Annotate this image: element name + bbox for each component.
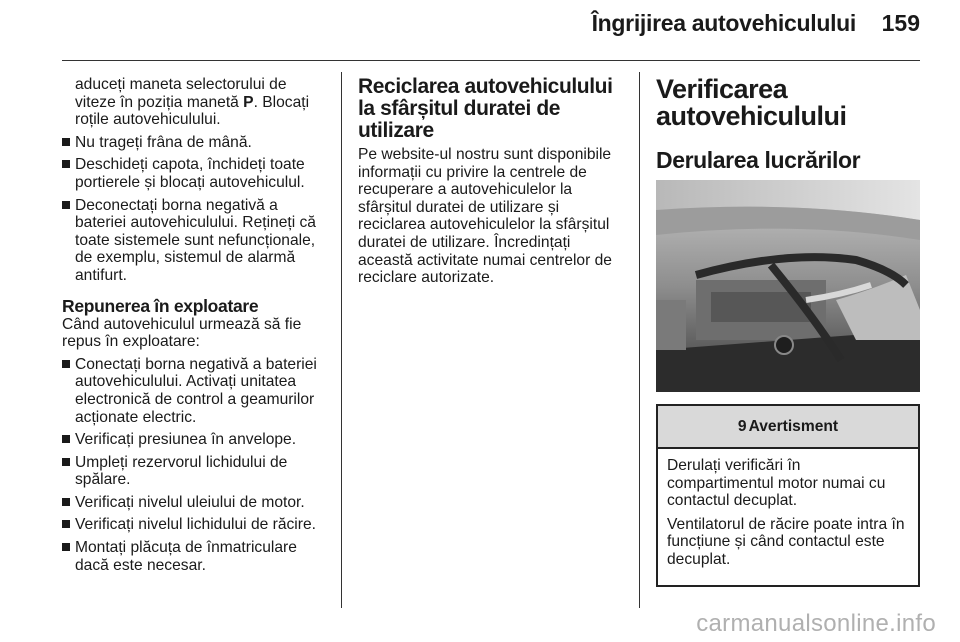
bullet-square-icon: [62, 435, 70, 443]
list-item-text: Deschideți capota, închideți toate portierele și blocați autovehiculul.: [75, 156, 305, 191]
bullet-square-icon: [62, 138, 70, 146]
list-item: [62, 431, 328, 449]
list-item-text: Verificați nivelul uleiului de motor.: [75, 493, 305, 511]
list-item-text: Umpleți rezervorul lichidului de spălare.: [75, 453, 288, 489]
page-number: 159: [881, 10, 920, 36]
column-left: [62, 76, 328, 579]
engine-bay-illustration: [656, 180, 920, 392]
warning-title: Avertisment: [748, 417, 839, 435]
list-item-text: Deconectați borna negativă a bateriei autovehiculului. Rețineți că toate sistemele sunt nefuncționale, de exemplu, sistemul de alarmă antifurt.: [75, 196, 316, 284]
warning-icon-glyph: 9: [737, 417, 747, 435]
bullet-square-icon: [62, 458, 70, 466]
subheading: Repunerea în exploatare: [62, 295, 259, 316]
list-item-text: Montați plăcuța de înmatriculare dacă este necesar.: [75, 539, 297, 574]
list-item: [62, 494, 328, 512]
chapter-heading: Verificarea autovehiculului: [656, 74, 847, 131]
section-heading-recycling: Reciclarea autovehiculului la sfârșitul duratei de utilizare: [358, 75, 613, 142]
header-rule: [62, 60, 920, 61]
list-item: [62, 539, 328, 574]
list-item-text: Conectați borna negativă a bateriei autovehiculului. Activați unitatea electronică de control a geamurilor acționate electric.: [75, 355, 317, 426]
engine-bay-photo: [656, 180, 920, 392]
list-item: [62, 156, 328, 191]
column-right: [656, 76, 920, 587]
column-middle: [358, 76, 624, 292]
column-divider-2: [639, 72, 640, 608]
list-item: [62, 134, 328, 152]
watermark-text: carmanualsonline.info: [696, 610, 936, 637]
bullet-square-icon: [62, 201, 70, 209]
list-item: [62, 516, 328, 534]
bullet-square-icon: [62, 160, 70, 168]
list-item-text: Verificați presiunea în anvelope.: [75, 431, 297, 449]
bullet-square-icon: [62, 520, 70, 528]
warning-paragraph: Derulați verificări în compartimentul motor numai cu contactul decuplat.: [667, 457, 886, 510]
bullet-list: [62, 134, 328, 285]
bullet-square-icon: [62, 498, 70, 506]
warning-body: [658, 449, 918, 585]
continued-text-part: . Blocați roțile autovehiculului.: [75, 93, 310, 129]
list-item: [62, 454, 328, 489]
list-item: [62, 197, 328, 285]
gear-position-p: P: [243, 93, 254, 111]
warning-triangle-icon: [738, 418, 747, 436]
recycling-text: Pe website-ul nostru sunt disponibile informații cu privire la centrele de recuperare a autovehiculelor la sfârșitul duratei de utilizare și reciclarea autovehiculelor la sfârșitul duratei de utilizare. Încredințați această activitate numai centrelor de reciclare autorizate.: [358, 146, 612, 287]
intro-text: Când autovehiculul urmează să fie repus în exploatare:: [62, 315, 302, 351]
bullet-square-icon: [62, 360, 70, 368]
list-item: [62, 356, 328, 426]
bullet-list: [62, 356, 328, 575]
warning-paragraph: Ventilatorul de răcire poate intra în funcțiune și când contactul este decuplat.: [667, 515, 905, 568]
list-item-text: Verificați nivelul lichidului de răcire.: [75, 516, 316, 534]
column-divider-1: [341, 72, 342, 608]
continued-text-part: aduceți maneta selectorului de viteze în poziția manetă: [75, 76, 287, 111]
list-item-text: Nu trageți frâna de mână.: [75, 133, 252, 151]
warning-header: [658, 406, 918, 449]
section-heading-procedure: Derularea lucrărilor: [656, 147, 861, 173]
warning-box: [656, 404, 920, 587]
continued-text: [62, 76, 328, 129]
page-header-title: Îngrijirea autovehiculului: [591, 10, 856, 36]
bullet-square-icon: [62, 543, 70, 551]
